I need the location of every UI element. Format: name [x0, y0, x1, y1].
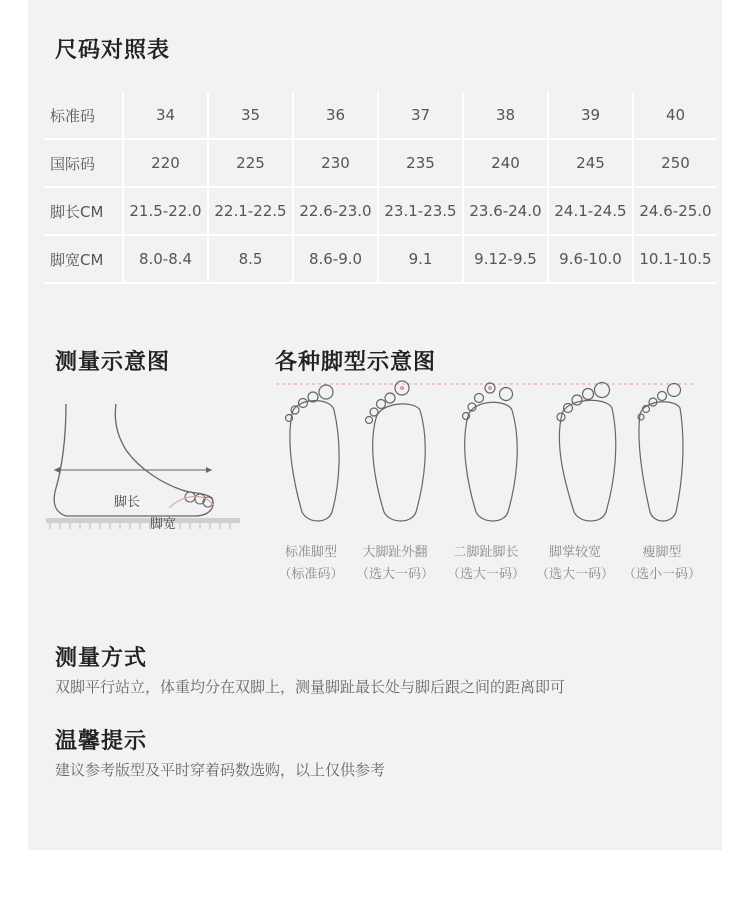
foot-type-name: 瘦脚型	[642, 545, 682, 560]
table-row	[44, 92, 717, 140]
table-cell: 9.6-10.0	[549, 236, 634, 284]
table-row	[44, 140, 717, 188]
table-cell: 38	[464, 92, 549, 140]
row-header: 标准码	[44, 92, 124, 140]
row-header: 脚长CM	[44, 188, 124, 236]
foot-type-name: 二脚趾脚长	[453, 545, 519, 560]
table-cell: 220	[124, 140, 209, 188]
table-cell: 9.1	[379, 236, 464, 284]
foot-types-illustration	[272, 374, 702, 526]
table-cell: 23.1-23.5	[379, 188, 464, 236]
foot-type-name: 大脚趾外翻	[362, 545, 428, 560]
table-cell: 235	[379, 140, 464, 188]
row-header: 脚宽CM	[44, 236, 124, 284]
table-cell: 35	[209, 92, 294, 140]
table-cell: 9.12-9.5	[464, 236, 549, 284]
size-table	[44, 92, 717, 284]
table-cell: 10.1-10.5	[634, 236, 717, 284]
table-cell: 245	[549, 140, 634, 188]
table-cell: 22.1-22.5	[209, 188, 294, 236]
method-title: 测量方式	[55, 646, 148, 671]
foot-type-note: （选大一码）	[446, 567, 525, 582]
foot-type-caption	[612, 542, 712, 586]
table-cell: 36	[294, 92, 379, 140]
table-cell: 34	[124, 92, 209, 140]
foot-length-label: 脚长	[114, 495, 141, 510]
foot-type-name: 脚掌较宽	[548, 545, 601, 560]
foot-type-caption	[525, 542, 625, 586]
tips-title: 温馨提示	[55, 729, 148, 754]
table-cell: 23.6-24.0	[464, 188, 549, 236]
foot-type-caption	[345, 542, 445, 586]
table-cell: 230	[294, 140, 379, 188]
table-cell: 8.6-9.0	[294, 236, 379, 284]
foot-types-title: 各种脚型示意图	[275, 350, 437, 375]
foot-side-view-illustration	[44, 398, 249, 534]
tips-text: 建议参考版型及平时穿着码数选购，以上仅供参考	[55, 761, 386, 779]
table-cell: 24.6-25.0	[634, 188, 717, 236]
table-cell: 250	[634, 140, 717, 188]
table-cell: 37	[379, 92, 464, 140]
measure-diagram-title: 测量示意图	[55, 350, 171, 375]
table-cell: 24.1-24.5	[549, 188, 634, 236]
foot-type-name: 标准脚型	[284, 545, 337, 560]
table-cell: 40	[634, 92, 717, 140]
size-chart-title: 尺码对照表	[55, 38, 171, 63]
method-text: 双脚平行站立，体重均分在双脚上，测量脚趾最长处与脚后跟之间的距离即可	[55, 678, 566, 696]
foot-type-note: （选大一码）	[535, 567, 614, 582]
table-cell: 22.6-23.0	[294, 188, 379, 236]
foot-type-caption	[436, 542, 536, 586]
foot-type-note: （标准码）	[278, 567, 344, 582]
foot-width-label: 脚宽	[150, 517, 177, 532]
table-cell: 8.0-8.4	[124, 236, 209, 284]
table-cell: 21.5-22.0	[124, 188, 209, 236]
foot-type-note: （选小一码）	[622, 567, 701, 582]
row-header: 国际码	[44, 140, 124, 188]
table-cell: 240	[464, 140, 549, 188]
foot-type-note: （选大一码）	[355, 567, 434, 582]
table-cell: 8.5	[209, 236, 294, 284]
table-row	[44, 236, 717, 284]
table-cell: 225	[209, 140, 294, 188]
table-row	[44, 188, 717, 236]
table-cell: 39	[549, 92, 634, 140]
